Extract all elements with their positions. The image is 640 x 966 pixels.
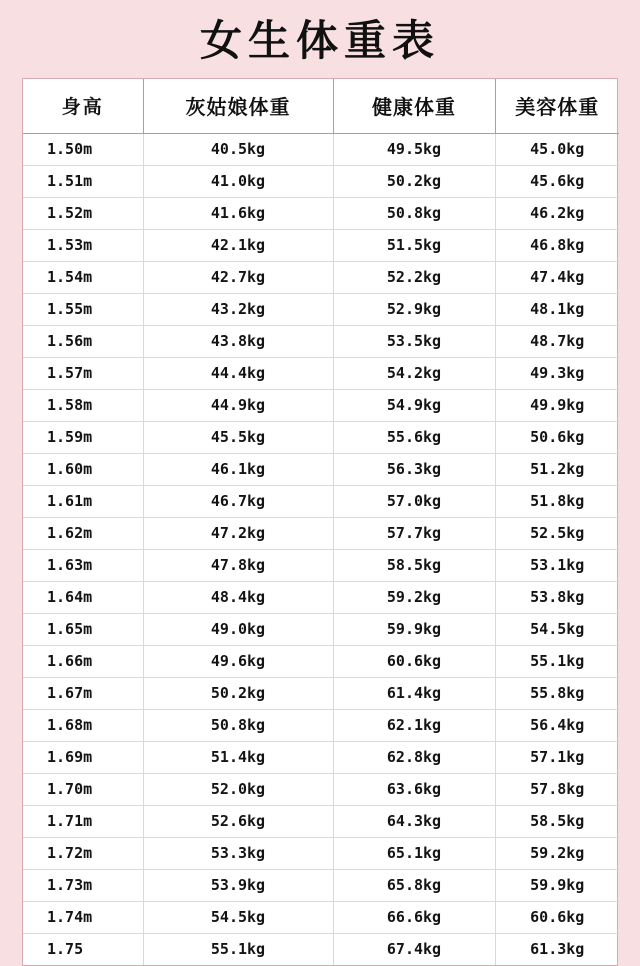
weight-table xyxy=(23,79,619,965)
cell-weight: 46.7kg xyxy=(143,486,333,518)
table-row xyxy=(23,262,619,294)
cell-height: 1.58m xyxy=(23,390,143,422)
cell-weight: 46.1kg xyxy=(143,454,333,486)
cell-weight: 60.6kg xyxy=(495,902,619,934)
cell-weight: 66.6kg xyxy=(333,902,495,934)
table-header xyxy=(23,79,619,134)
cell-weight: 53.1kg xyxy=(495,550,619,582)
cell-height: 1.62m xyxy=(23,518,143,550)
table-row xyxy=(23,614,619,646)
cell-weight: 62.1kg xyxy=(333,710,495,742)
table-row xyxy=(23,646,619,678)
cell-weight: 57.0kg xyxy=(333,486,495,518)
cell-height: 1.68m xyxy=(23,710,143,742)
table-row xyxy=(23,742,619,774)
cell-weight: 57.7kg xyxy=(333,518,495,550)
cell-height: 1.63m xyxy=(23,550,143,582)
table-row xyxy=(23,934,619,966)
column-header-beauty-weight: 美容体重 xyxy=(495,79,619,134)
cell-weight: 41.6kg xyxy=(143,198,333,230)
cell-height: 1.54m xyxy=(23,262,143,294)
table-row xyxy=(23,486,619,518)
cell-weight: 51.2kg xyxy=(495,454,619,486)
cell-weight: 58.5kg xyxy=(495,806,619,838)
table-row xyxy=(23,134,619,166)
cell-height: 1.65m xyxy=(23,614,143,646)
cell-weight: 45.5kg xyxy=(143,422,333,454)
cell-height: 1.53m xyxy=(23,230,143,262)
cell-weight: 47.2kg xyxy=(143,518,333,550)
cell-height: 1.70m xyxy=(23,774,143,806)
cell-height: 1.74m xyxy=(23,902,143,934)
cell-height: 1.64m xyxy=(23,582,143,614)
cell-weight: 58.5kg xyxy=(333,550,495,582)
cell-weight: 45.6kg xyxy=(495,166,619,198)
column-header-healthy-weight: 健康体重 xyxy=(333,79,495,134)
cell-weight: 55.8kg xyxy=(495,678,619,710)
cell-weight: 49.6kg xyxy=(143,646,333,678)
cell-height: 1.56m xyxy=(23,326,143,358)
cell-weight: 67.4kg xyxy=(333,934,495,966)
cell-weight: 53.3kg xyxy=(143,838,333,870)
cell-weight: 59.9kg xyxy=(333,614,495,646)
cell-weight: 52.9kg xyxy=(333,294,495,326)
cell-weight: 55.6kg xyxy=(333,422,495,454)
cell-height: 1.50m xyxy=(23,134,143,166)
cell-weight: 51.5kg xyxy=(333,230,495,262)
table-row xyxy=(23,678,619,710)
cell-weight: 61.4kg xyxy=(333,678,495,710)
cell-height: 1.51m xyxy=(23,166,143,198)
cell-weight: 62.8kg xyxy=(333,742,495,774)
cell-height: 1.67m xyxy=(23,678,143,710)
cell-weight: 42.7kg xyxy=(143,262,333,294)
cell-height: 1.59m xyxy=(23,422,143,454)
cell-weight: 52.2kg xyxy=(333,262,495,294)
cell-height: 1.75 xyxy=(23,934,143,966)
cell-weight: 51.4kg xyxy=(143,742,333,774)
table-row xyxy=(23,230,619,262)
cell-weight: 44.4kg xyxy=(143,358,333,390)
cell-weight: 57.1kg xyxy=(495,742,619,774)
table-row xyxy=(23,582,619,614)
cell-weight: 64.3kg xyxy=(333,806,495,838)
table-row xyxy=(23,358,619,390)
table-row xyxy=(23,902,619,934)
cell-weight: 65.1kg xyxy=(333,838,495,870)
table-row xyxy=(23,294,619,326)
table-row xyxy=(23,870,619,902)
cell-weight: 41.0kg xyxy=(143,166,333,198)
cell-weight: 44.9kg xyxy=(143,390,333,422)
table-header-row xyxy=(23,79,619,134)
cell-weight: 59.2kg xyxy=(495,838,619,870)
cell-weight: 54.5kg xyxy=(495,614,619,646)
column-header-cinderella-weight: 灰姑娘体重 xyxy=(143,79,333,134)
cell-weight: 54.5kg xyxy=(143,902,333,934)
weight-table-container xyxy=(22,78,618,966)
cell-weight: 63.6kg xyxy=(333,774,495,806)
cell-weight: 49.0kg xyxy=(143,614,333,646)
cell-weight: 50.2kg xyxy=(333,166,495,198)
cell-weight: 52.5kg xyxy=(495,518,619,550)
cell-weight: 46.8kg xyxy=(495,230,619,262)
cell-weight: 43.8kg xyxy=(143,326,333,358)
cell-weight: 50.2kg xyxy=(143,678,333,710)
cell-weight: 45.0kg xyxy=(495,134,619,166)
cell-weight: 50.8kg xyxy=(143,710,333,742)
table-row xyxy=(23,806,619,838)
cell-weight: 46.2kg xyxy=(495,198,619,230)
cell-weight: 53.5kg xyxy=(333,326,495,358)
table-row xyxy=(23,326,619,358)
cell-weight: 48.7kg xyxy=(495,326,619,358)
cell-weight: 51.8kg xyxy=(495,486,619,518)
cell-weight: 53.8kg xyxy=(495,582,619,614)
cell-weight: 50.8kg xyxy=(333,198,495,230)
cell-height: 1.52m xyxy=(23,198,143,230)
table-body xyxy=(23,134,619,966)
cell-height: 1.57m xyxy=(23,358,143,390)
cell-weight: 59.2kg xyxy=(333,582,495,614)
cell-weight: 42.1kg xyxy=(143,230,333,262)
table-row xyxy=(23,198,619,230)
table-row xyxy=(23,710,619,742)
table-row xyxy=(23,422,619,454)
table-row xyxy=(23,166,619,198)
cell-weight: 60.6kg xyxy=(333,646,495,678)
cell-weight: 48.1kg xyxy=(495,294,619,326)
cell-weight: 48.4kg xyxy=(143,582,333,614)
cell-weight: 49.5kg xyxy=(333,134,495,166)
page-title: 女生体重表 xyxy=(199,16,440,65)
cell-weight: 61.3kg xyxy=(530,940,585,959)
cell-weight: 52.6kg xyxy=(143,806,333,838)
cell-height: 1.69m xyxy=(23,742,143,774)
cell-weight: 52.0kg xyxy=(143,774,333,806)
cell-weight: 59.9kg xyxy=(495,870,619,902)
cell-weight: 65.8kg xyxy=(333,870,495,902)
cell-weight: 54.9kg xyxy=(333,390,495,422)
cell-weight: 40.5kg xyxy=(143,134,333,166)
cell-height: 1.60m xyxy=(23,454,143,486)
cell-weight: 49.3kg xyxy=(495,358,619,390)
cell-height: 1.73m xyxy=(23,870,143,902)
cell-weight: 54.2kg xyxy=(333,358,495,390)
table-row xyxy=(23,838,619,870)
cell-weight: 57.8kg xyxy=(495,774,619,806)
cell-weight: 50.6kg xyxy=(495,422,619,454)
cell-weight: 56.4kg xyxy=(495,710,619,742)
cell-weight: 55.1kg xyxy=(143,934,333,966)
cell-weight: 43.2kg xyxy=(143,294,333,326)
cell-height: 1.66m xyxy=(23,646,143,678)
table-row xyxy=(23,774,619,806)
cell-weight: 47.8kg xyxy=(143,550,333,582)
table-row xyxy=(23,518,619,550)
table-row xyxy=(23,550,619,582)
cell-height: 1.61m xyxy=(23,486,143,518)
cell-height: 1.72m xyxy=(23,838,143,870)
cell-weight: 56.3kg xyxy=(333,454,495,486)
cell-weight: 49.9kg xyxy=(495,390,619,422)
cell-weight: 53.9kg xyxy=(143,870,333,902)
cell-height: 1.55m xyxy=(23,294,143,326)
table-row xyxy=(23,454,619,486)
cell-weight: 47.4kg xyxy=(495,262,619,294)
table-row xyxy=(23,390,619,422)
cell-height: 1.71m xyxy=(23,806,143,838)
column-header-height: 身高 xyxy=(23,79,143,134)
cell-weight: 55.1kg xyxy=(495,646,619,678)
